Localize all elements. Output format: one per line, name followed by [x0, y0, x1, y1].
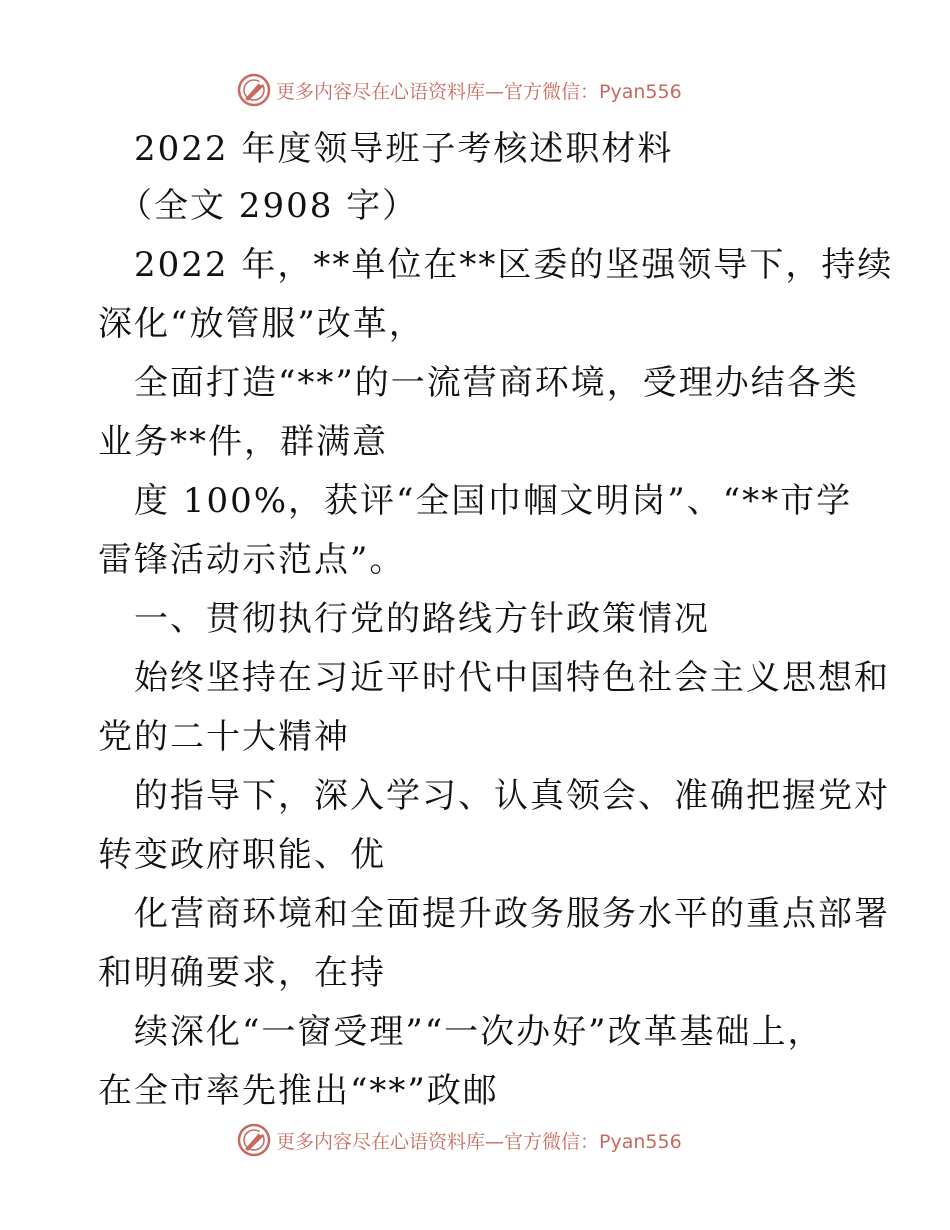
paragraph-line: 深化“放管服”改革， [98, 304, 425, 344]
paragraph-line: 全面打造“**”的一流营商环境，受理办结各类 [134, 363, 859, 403]
paragraph-line: 化营商环境和全面提升政务服务水平的重点部署 [134, 894, 890, 934]
paragraph-line: 党的二十大精神 [98, 717, 350, 757]
paragraph-line: 始终坚持在习近平时代中国特色社会主义思想和 [134, 658, 890, 698]
document-subtitle: （全文 2908 字） [118, 186, 419, 226]
paragraph-line: 2022 年，**单位在**区委的坚强领导下，持续 [134, 245, 894, 285]
pen-nib-logo-icon [236, 1122, 272, 1158]
document-title: 2022 年度领导班子考核述职材料 [134, 129, 674, 169]
watermark-bottom [236, 1122, 682, 1158]
watermark-text: 更多内容尽在心语资料库—官方微信：Pyan556 [276, 80, 682, 103]
paragraph-line: 续深化“一窗受理”“一次办好”改革基础上， [134, 1012, 824, 1052]
paragraph-line: 业务**件，群满意 [98, 422, 388, 462]
paragraph-line: 雷锋活动示范点”。 [98, 540, 406, 580]
paragraph-line: 和明确要求，在持 [98, 953, 386, 993]
paragraph-line: 的指导下，深入学习、认真领会、准确把握党对 [134, 776, 890, 816]
section-heading: 一、贯彻执行党的路线方针政策情况 [134, 599, 710, 639]
paragraph-line: 度 100%，获评“全国巾帼文明岗”、“**市学 [134, 481, 853, 521]
watermark-text: 更多内容尽在心语资料库—官方微信：Pyan556 [276, 1130, 682, 1153]
paragraph-line: 转变政府职能、优 [98, 835, 386, 875]
paragraph-line: 在全市率先推出“**”政邮 [98, 1071, 499, 1111]
